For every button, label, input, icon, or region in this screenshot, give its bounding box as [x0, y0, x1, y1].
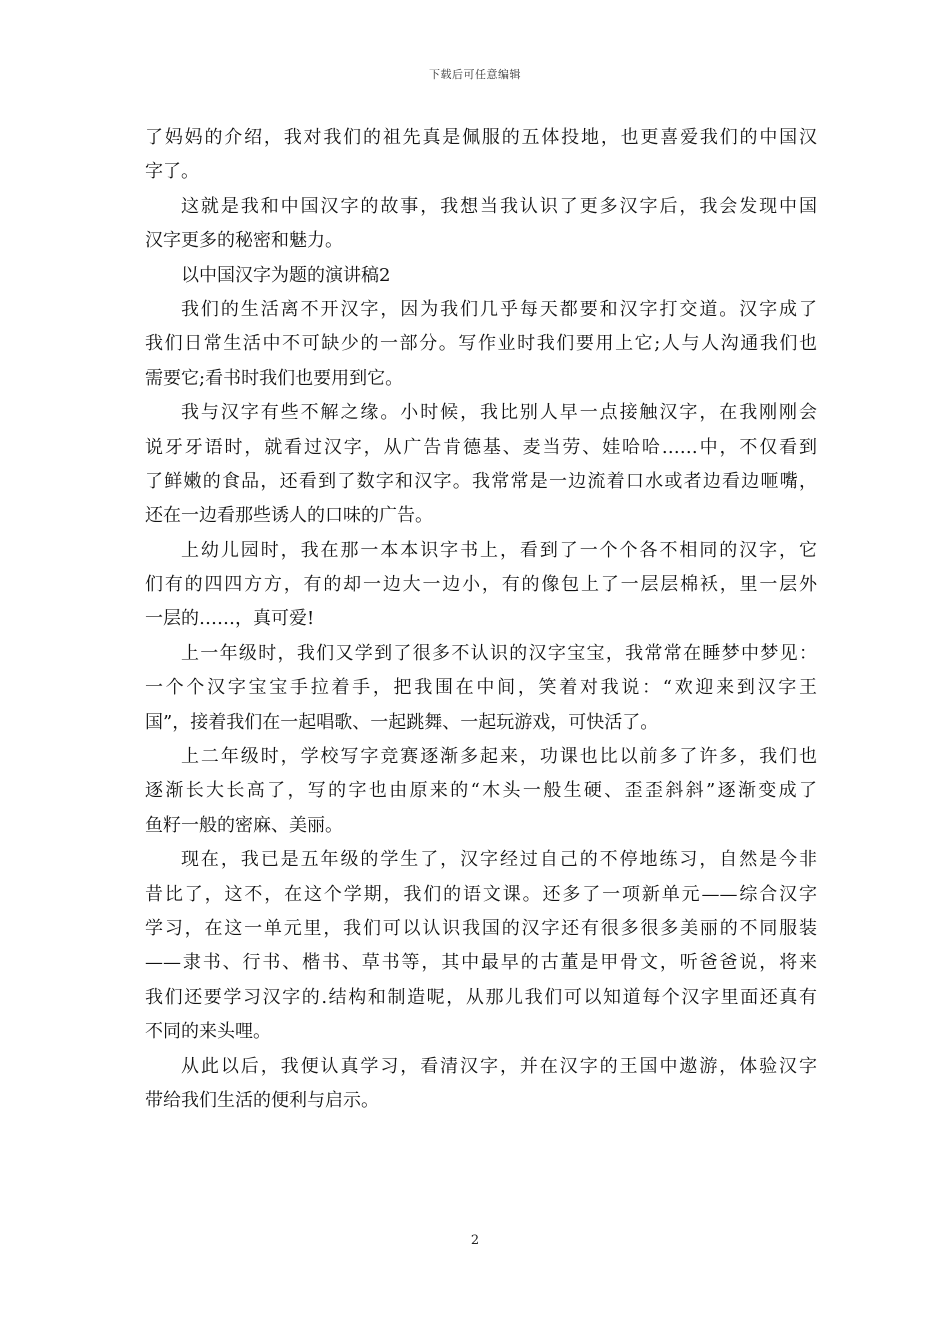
- text-line: 现在，我已是五年级的学生了，汉字经过自己的不停地练习，自然是今非: [181, 849, 817, 871]
- text-line: 说牙牙语时，就看过汉字，从广告肯德基、麦当劳、娃哈哈……中，不仅看到: [145, 436, 817, 458]
- text-line: 一个个汉字宝宝手拉着手，把我围在中间，笑着对我说：“欢迎来到汉字王: [145, 677, 817, 699]
- text-line: 需要它;看书时我们也要用到它。: [145, 367, 404, 389]
- page-header: 下载后可任意编辑: [429, 68, 521, 81]
- text-line: 上一年级时，我们又学到了很多不认识的汉字宝宝，我常常在睡梦中梦见：: [181, 642, 817, 664]
- text-line: 我们的生活离不开汉字，因为我们几乎每天都要和汉字打交道。汉字成了: [181, 298, 817, 320]
- text-line: 还在一边看那些诱人的口味的广告。: [145, 505, 433, 527]
- text-line: 逐渐长大长高了，写的字也由原来的“木头一般生硬、歪歪斜斜”逐渐变成了: [145, 780, 817, 802]
- text-line: 我与汉字有些不解之缘。小时候，我比别人早一点接触汉字，在我刚刚会: [181, 402, 817, 424]
- text-line: ——隶书、行书、楷书、草书等，其中最早的古董是甲骨文，听爸爸说，将来: [145, 952, 817, 974]
- text-line: 这就是我和中国汉字的故事，我想当我认识了更多汉字后，我会发现中国: [181, 195, 817, 217]
- text-line: 以中国汉字为题的演讲稿2: [181, 264, 391, 286]
- text-line: 汉字更多的秘密和魅力。: [145, 230, 343, 252]
- text-line: 学习，在这一单元里，我们可以认识我国的汉字还有很多很多美丽的不同服装: [145, 917, 817, 939]
- text-line: 字了。: [145, 161, 199, 183]
- text-line: 从此以后，我便认真学习，看清汉字，并在汉字的王国中遨游，体验汉字: [181, 1055, 817, 1077]
- text-line: 了妈妈的介绍，我对我们的祖先真是佩服的五体投地，也更喜爱我们的中国汉: [145, 127, 817, 148]
- text-line: 带给我们生活的便利与启示。: [145, 1089, 379, 1111]
- text-line: 一层的……，真可爱!: [145, 608, 315, 630]
- text-line: 我们日常生活中不可缺少的一部分。写作业时我们要用上它;人与人沟通我们也: [145, 333, 817, 355]
- text-line: 们有的四四方方，有的却一边大一边小，有的像包上了一层层棉袄，里一层外: [145, 574, 817, 596]
- text-line: 上幼儿园时，我在那一本本识字书上，看到了一个个各不相同的汉字，它: [181, 539, 817, 561]
- document-body: [145, 121, 817, 1118]
- text-line: 我们还要学习汉字的.结构和制造呢，从那儿我们可以知道每个汉字里面还真有: [145, 986, 817, 1008]
- text-line: 上二年级时，学校写字竞赛逐渐多起来，功课也比以前多了许多，我们也: [181, 746, 817, 768]
- text-line: 不同的来头哩。: [145, 1021, 271, 1043]
- text-line: 昔比了，这不，在这个学期，我们的语文课。还多了一项新单元——综合汉字: [145, 883, 817, 905]
- text-line: 鱼籽一般的密麻、美丽。: [145, 814, 343, 836]
- text-line: 国”，接着我们在一起唱歌、一起跳舞、一起玩游戏，可快活了。: [145, 711, 659, 733]
- text-line: 了鲜嫩的食品，还看到了数字和汉字。我常常是一边流着口水或者边看边咂嘴，: [145, 470, 817, 492]
- page-number: 2: [470, 1233, 480, 1248]
